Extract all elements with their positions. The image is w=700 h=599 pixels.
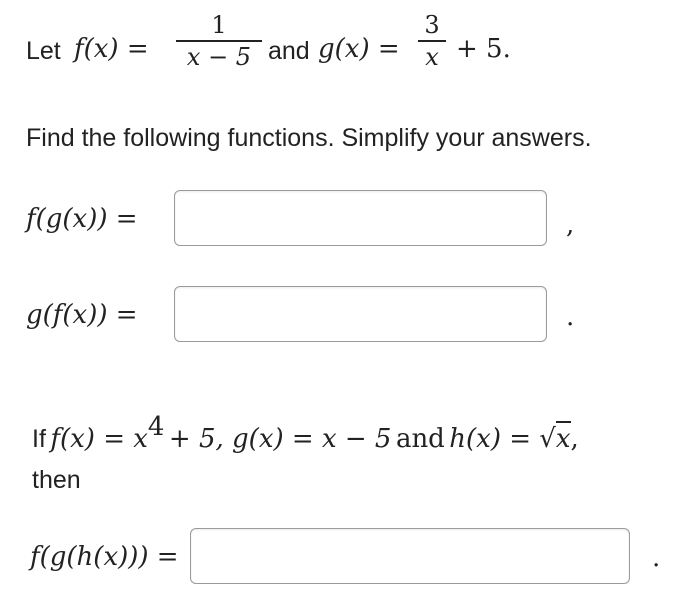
f-fraction [176,10,262,72]
g-definition-lhs: g(x) = [318,34,400,64]
part2-h-end: , [570,424,579,454]
part2-h-lhs: h(x) = √ [449,424,556,454]
f-denominator: x − 5 [186,43,252,71]
g-denominator: x [425,43,439,71]
part2-and-label: and [395,424,445,454]
q2-label: g(f(x)) = [26,300,138,330]
part2-f-def: f(x) = x [50,424,148,454]
q1-label: f(g(x)) = [26,204,138,234]
q1-trailing-punct: , [566,210,575,240]
q3-trailing-punct: . [652,543,661,573]
and-label: and [268,37,310,65]
q1-answer-input[interactable] [174,190,547,246]
g-numerator: 3 [424,11,440,39]
g-fraction [418,10,446,72]
part2-h-radicand: x [556,421,571,454]
if-label: If [32,425,46,453]
q3-label: f(g(h(x))) = [30,542,179,572]
part2-statement [32,412,579,454]
f-definition-lhs: f(x) = [74,34,149,64]
f-numerator: 1 [211,11,227,39]
instruction-text: Find the following functions. Simplify your answers. [26,124,592,152]
g-definition-tail: + 5. [456,34,511,64]
part2-f-exponent: 4 [147,412,165,442]
q2-trailing-punct: . [566,302,575,332]
q3-answer-input[interactable] [190,528,630,584]
q2-answer-input[interactable] [174,286,547,342]
let-label: Let [26,37,61,65]
part2-f-g-rest: + 5, g(x) = x − 5 [168,424,392,454]
then-label: then [32,466,81,494]
